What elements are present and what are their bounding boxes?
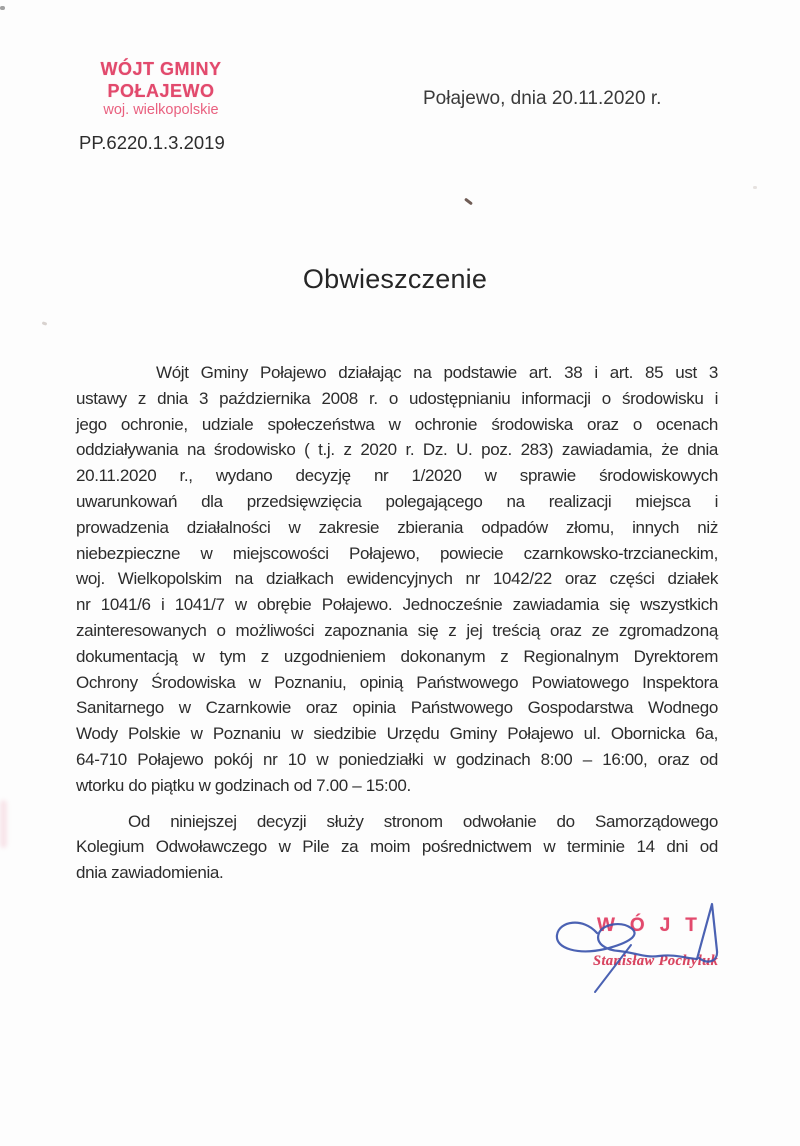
body-line: prowadzenia działalności w zakresie zbierania odpadów złomu, innych niż [76, 517, 718, 537]
body-line: Wody Polskie w Poznaniu w siedzibie Urzędu Gminy Połajewo ul. Obornicka 6a, [76, 724, 718, 744]
body-line: ustawy z dnia 3 października 2008 r. o udostępnianiu informacji o środowisku i [76, 388, 718, 408]
document-body [76, 360, 718, 886]
signature-ink-icon [545, 895, 785, 1010]
body-line: niebezpieczne w miejscowości Połajewo, powiecie czarnkowsko-trzcianeckim, [76, 543, 718, 563]
body-line: Od niniejszej decyzji służy stronom odwołanie do Samorządowego [128, 811, 718, 831]
scan-speck [0, 6, 5, 10]
body-line: wtorku do piątku w godzinach od 7.00 – 15:00. [76, 775, 411, 795]
body-paragraph-1 [76, 360, 718, 799]
body-line: Ochrony Środowiska w Poznaniu, opinią Państwowego Powiatowego Inspektora [76, 672, 718, 692]
signature-block [545, 895, 785, 1010]
scan-smudge [0, 800, 7, 848]
body-line: woj. Wielkopolskim na działkach ewidencyjnych nr 1042/22 oraz części działek [76, 569, 718, 589]
sender-stamp [93, 58, 229, 118]
body-paragraph-2 [76, 809, 718, 886]
body-line: oddziaływania na środowisko ( t.j. z 2020 r. Dz. U. poz. 283) zawiadamia, że dnia [76, 440, 718, 460]
body-line: Sanitarnego w Czarnkowie oraz opinia Państwowego Gospodarstwa Wodnego [76, 698, 718, 718]
body-line: jego ochronie, udziale społeczeństwa w ochronie środowiska oraz o ocenach [76, 414, 718, 434]
body-line: 64-710 Połajewo pokój nr 10 w poniedziałki w godzinach 8:00 – 16:00, oraz od [76, 749, 718, 769]
stamp-org-line1: WÓJT GMINY [100, 59, 222, 79]
scan-speck [464, 198, 473, 206]
body-line: dokumentacją w tym z uzgodnieniem dokonanym z Regionalnym Dyrektorem [76, 646, 718, 666]
date-line: Połajewo, dnia 20.11.2020 r. [423, 88, 662, 109]
body-line: nr 1041/6 i 1041/7 w obrębie Połajewo. Jednocześnie zawiadamia się wszystkich [76, 595, 718, 615]
body-line: dnia zawiadomienia. [76, 863, 224, 883]
stamp-org-line3: woj. wielkopolskie [103, 102, 219, 118]
body-line: Kolegium Odwoławczego w Pile za moim pośrednictwem w terminie 14 dni od [76, 837, 718, 857]
signer-name: Stanisław Pochyluk [593, 953, 719, 969]
stamp-org-line2: POŁAJEWO [107, 81, 215, 101]
wojt-stamp-text: WÓJT [597, 915, 712, 936]
reference-number: PP.6220.1.3.2019 [79, 132, 225, 153]
body-line: Wójt Gminy Połajewo działając na podstawie art. 38 i art. 85 ust 3 [156, 363, 718, 382]
scan-speck [42, 321, 48, 326]
document-title: Obwieszczenie [302, 264, 488, 294]
body-line: 20.11.2020 r., wydano decyzję nr 1/2020 w sprawie środowiskowych [76, 466, 718, 486]
body-line: zainteresowanych o możliwości zapoznania się z jej treścią oraz ze zgromadzoną [76, 620, 718, 640]
scan-speck [753, 186, 757, 189]
body-line: uwarunkowań dla przedsięwzięcia polegającego na realizacji miejsca i [76, 491, 718, 511]
